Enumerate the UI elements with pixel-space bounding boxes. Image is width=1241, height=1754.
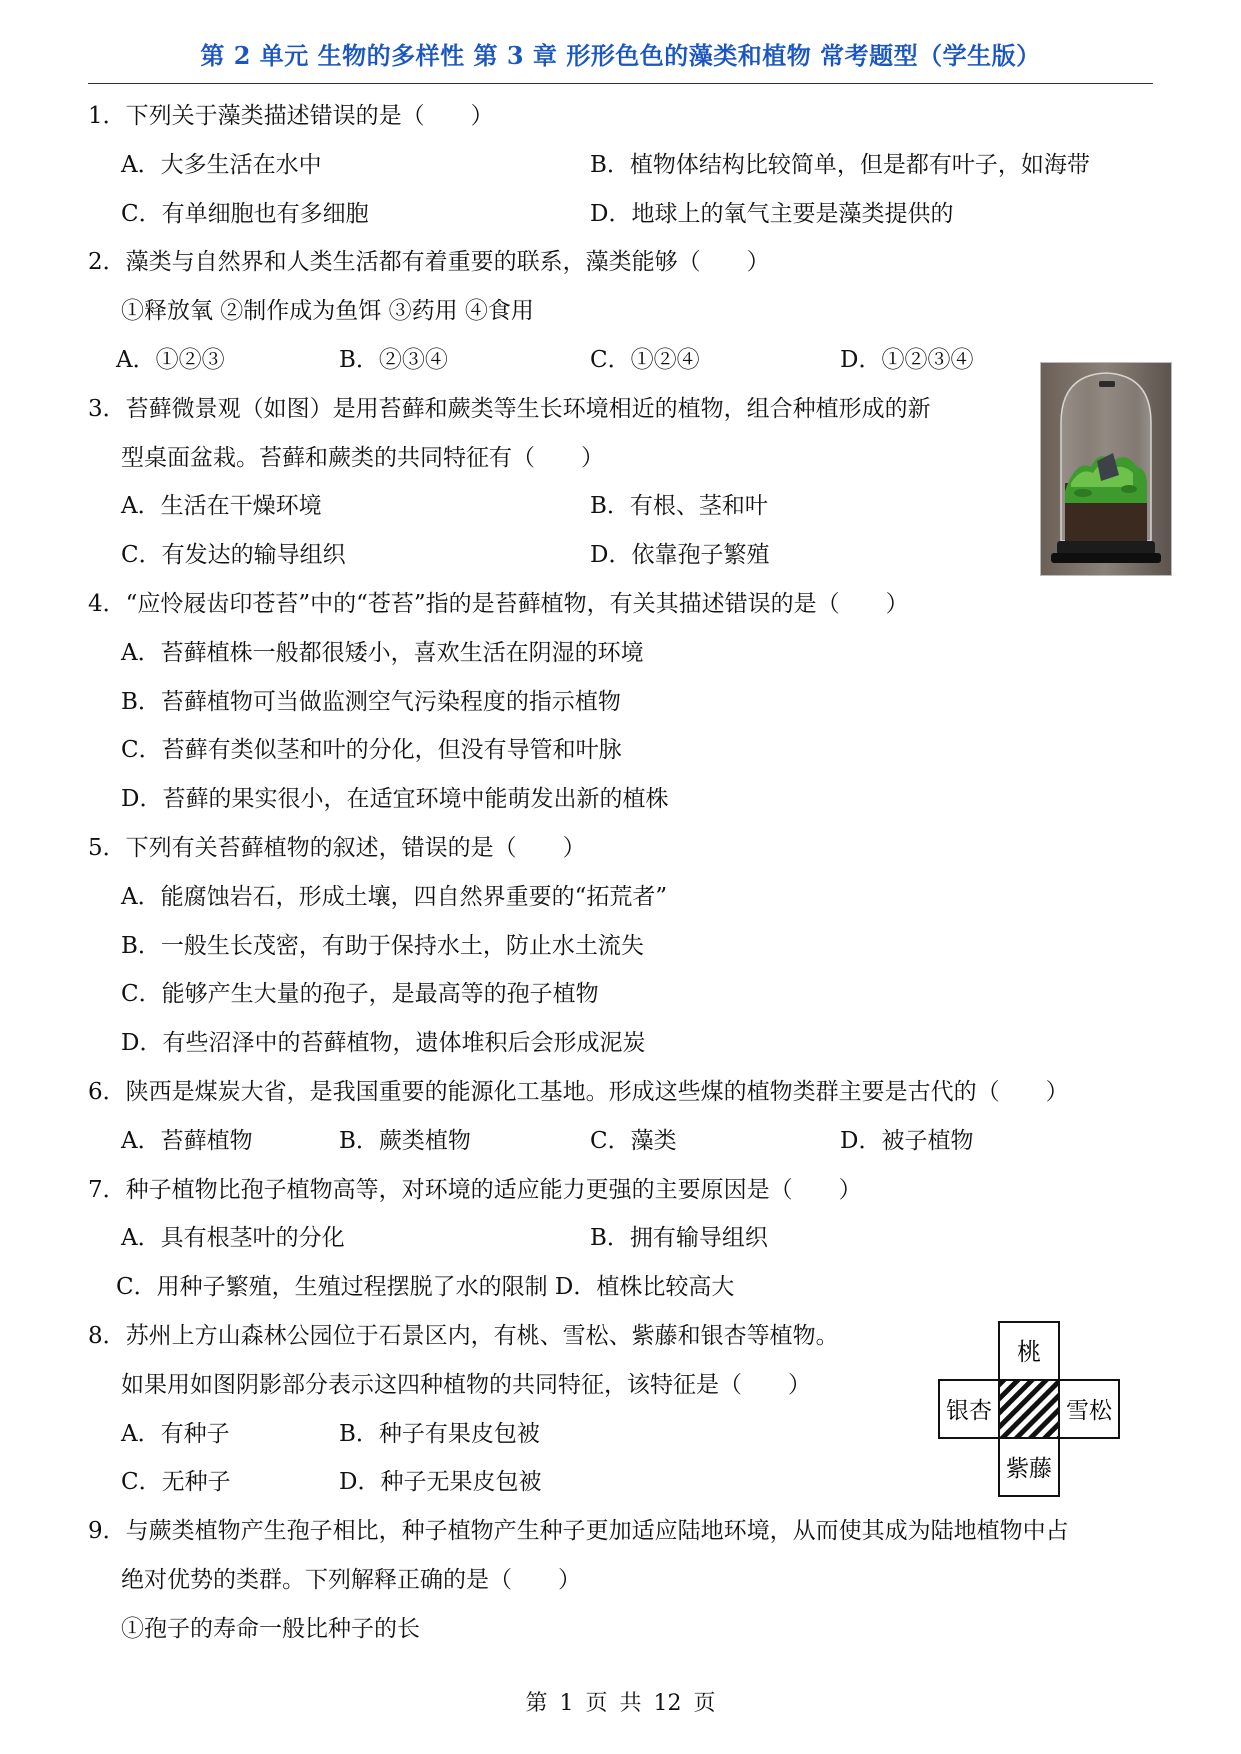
page-header: 第 2 单元 生物的多样性 第 3 章 形形色色的藻类和植物 常考题型（学生版） [200,41,1041,70]
q5-option-a: A．能腐蚀岩石，形成土壤，四自然界重要的“拓荒者” [121,883,668,910]
q1-option-b: B．植物体结构比较简单，但是都有叶子，如海带 [590,151,1090,178]
q2-stem: 2．藻类与自然界和人类生活都有着重要的联系，藻类能够（ ） [88,249,770,276]
diagram-label-top: 桃 [1017,1338,1041,1366]
q3-stem-line2: 型桌面盆栽。苔藓和蕨类的共同特征有（ ） [121,444,604,471]
q7-stem: 7．种子植物比孢子植物高等，对环境的适应能力更强的主要原因是（ ） [88,1176,862,1203]
q9-stem-line1: 9．与蕨类植物产生孢子相比，种子植物产生种子更加适应陆地环境，从而使其成为陆地植物中占 [88,1518,1069,1545]
page-footer [0,1686,1241,1717]
diagram-label-right: 雪松 [1066,1398,1112,1424]
moss-terrarium-image [1040,362,1172,576]
footer-word-ye: 页 [585,1691,608,1716]
q5-option-b: B．一般生长茂密，有助于保持水土，防止水土流失 [121,932,644,959]
q6-option-a: A．苔藓植物 [121,1127,253,1154]
q4-option-d: D．苔藓的果实很小，在适宜环境中能萌发出新的植株 [121,786,669,813]
q6-stem: 6．陕西是煤炭大省，是我国重要的能源化工基地。形成这些煤的植物类群主要是古代的（ ） [88,1078,1069,1105]
q1-stem: 1．下列关于藻类描述错误的是（ ） [88,103,494,129]
q7-options-cd: C．用种子繁殖，生殖过程摆脱了水的限制 D．植株比较高大 [116,1274,735,1301]
q6-option-b: B．蕨类植物 [339,1127,471,1154]
q3-option-d: D．依靠孢子繁殖 [590,542,770,569]
q7-option-b: B．拥有输导组织 [590,1225,768,1252]
q6-options [88,1117,1158,1166]
q2-option-b: B．②③④ [339,346,448,373]
header-rule [88,83,1153,84]
q8-option-b: B．种子有果皮包被 [339,1420,540,1447]
q1-option-c: C．有单细胞也有多细胞 [121,200,369,227]
q2-sub: ①释放氧 ②制作成为鱼饵 ③药用 ④食用 [121,298,534,325]
footer-page-number: 1 [559,1691,574,1716]
q9-stem-line2: 绝对优势的类群。下列解释正确的是（ ） [121,1566,581,1593]
footer-word-di: 第 [525,1691,548,1716]
q2-option-c: C．①②④ [590,346,700,373]
q2-options [88,336,1158,385]
q8-stem-line1: 8．苏州上方山森林公园位于石景区内，有桃、雪松、紫藤和银杏等植物。 [88,1322,839,1349]
q1-options-cd [88,190,1158,239]
q3-stem-line1: 3．苔藓微景观（如图）是用苔藓和蕨类等生长环境相近的植物，组合种植形成的新 [88,395,931,422]
q6-option-c: C．藻类 [590,1127,677,1154]
q8-stem-line2: 如果用如图阴影部分表示这四种植物的共同特征，该特征是（ ） [121,1371,811,1398]
q1-option-a: A．大多生活在水中 [121,151,322,178]
footer-word-ye2: 页 [693,1691,716,1716]
q5-option-c: C．能够产生大量的孢子，是最高等的孢子植物 [121,981,599,1008]
q3-option-b: B．有根、茎和叶 [590,493,768,520]
q8-option-d: D．种子无果皮包被 [339,1469,542,1496]
q3-options-ab [88,482,1158,531]
q7-options-ab [88,1214,1158,1263]
q6-option-d: D．被子植物 [840,1127,974,1154]
q8-option-c: C．无种子 [121,1469,231,1496]
plant-cross-diagram [935,1318,1125,1500]
q5-stem: 5．下列有关苔藓植物的叙述，错误的是（ ） [88,834,586,861]
q7-option-a: A．具有根茎叶的分化 [121,1225,345,1252]
q4-stem: 4．“应怜屐齿印苍苔”中的“苍苔”指的是苔藓植物，有关其描述错误的是（ ） [88,590,909,617]
footer-total-pages: 12 [653,1691,682,1716]
q8-option-a: A．有种子 [121,1420,230,1447]
q2-option-d: D．①②③④ [840,346,974,373]
q1-option-d: D．地球上的氧气主要是藻类提供的 [590,200,954,227]
q2-option-a: A．①②③ [116,346,225,373]
q4-option-c: C．苔藓有类似茎和叶的分化，但没有导管和叶脉 [121,737,622,764]
q9-sub-1: ①孢子的寿命一般比种子的长 [121,1615,420,1642]
diagram-label-left: 银杏 [946,1398,992,1424]
q3-option-c: C．有发达的输导组织 [121,542,346,569]
q5-option-d: D．有些沼泽中的苔藓植物，遗体堆积后会形成泥炭 [121,1030,646,1057]
q1-options-ab [88,141,1158,190]
diagram-label-bottom: 紫藤 [1006,1456,1052,1482]
q4-option-a: A．苔藓植株一般都很矮小，喜欢生活在阴湿的环境 [121,639,644,666]
footer-word-gong: 共 [619,1691,642,1716]
q3-options-cd [88,531,1158,580]
q3-option-a: A．生活在干燥环境 [121,493,322,520]
q4-option-b: B．苔藓植物可当做监测空气污染程度的指示植物 [121,688,621,715]
